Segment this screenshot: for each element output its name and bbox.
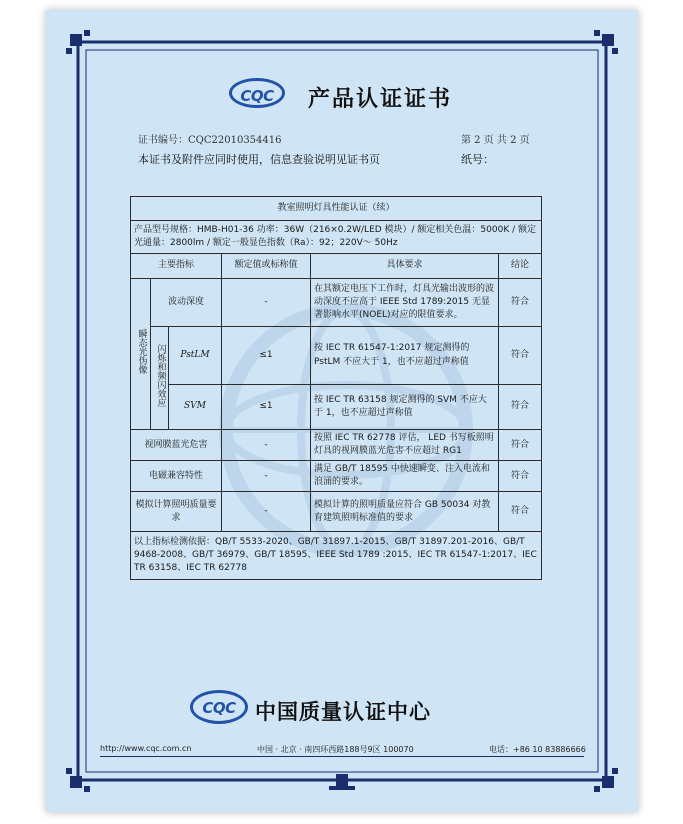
row-simulation-rated: - — [222, 492, 311, 532]
flicker-group-label — [131, 279, 151, 430]
row-svm-rated: ≤1 — [222, 385, 311, 430]
row-pst-rated: ≤1 — [222, 327, 311, 385]
row-fluctuation-rated: - — [222, 279, 311, 327]
row-emc-name: 电磁兼容特性 — [131, 461, 222, 492]
flash-group-label — [151, 327, 169, 430]
cqc-logo-text: CQC — [229, 78, 285, 108]
footer-cqc-logo — [190, 690, 248, 724]
cert-number-value: CQC22010354416 — [188, 135, 282, 146]
flash-group-text: 闪烁和频闪效应 — [155, 343, 166, 407]
phone: 电话：+86 10 83886666 — [489, 745, 586, 754]
row-bluelight-name: 视网膜蓝光危害 — [131, 430, 222, 461]
row-fluctuation-conclusion: 符合 — [499, 279, 542, 327]
col-main-indicator: 主要指标 — [131, 254, 222, 279]
col-conclusion: 结论 — [499, 254, 542, 279]
product-info: 产品型号规格：HMB-H01-36 功率：36W（216×0.2W/LED 模块）/ 额定相关色温：5000K / 额定光通量：2800lm / 额定一般显色指数（Ra）：92；220V～ 50Hz — [131, 221, 542, 254]
row-bluelight-rated: - — [222, 430, 311, 461]
row-svm-name: SVM — [169, 385, 222, 430]
row-simulation-name: 模拟计算照明质量要求 — [131, 492, 222, 532]
website-link[interactable]: http://www.cqc.com.cn — [100, 744, 192, 753]
row-fluctuation-requirement: 在其额定电压下工作时，灯具光输出波形的波动深度不应高于 IEEE Std 1789:2015 无显著影响水平(NOEL)对应的限值要求。 — [311, 279, 499, 327]
cert-number — [138, 131, 282, 146]
row-pst-conclusion: 符合 — [499, 327, 542, 385]
cert-number-label: 证书编号： — [138, 135, 188, 146]
row-simulation-conclusion: 符合 — [499, 492, 542, 532]
col-rated-value: 额定值或标称值 — [222, 254, 311, 279]
row-pst-name: PstLM — [169, 327, 222, 385]
row-emc-rated: - — [222, 461, 311, 492]
table-caption: 教室照明灯具性能认证（续） — [131, 197, 542, 221]
flicker-group-text: 瞬态光伪像 — [136, 328, 147, 374]
footer-logo-text: CQC — [190, 690, 248, 724]
row-svm-conclusion: 符合 — [499, 385, 542, 430]
organization-name: 中国质量认证中心 — [255, 700, 431, 724]
row-bluelight-requirement: 按照 IEC TR 62778 评估， LED 书写板照明灯具的视网膜蓝光危害不应超过 RG1 — [311, 430, 499, 461]
col-requirement: 具体要求 — [311, 254, 499, 279]
row-emc-requirement: 满足 GB/T 18595 中快速瞬变、注入电流和浪涌的要求。 — [311, 461, 499, 492]
row-pst-requirement: 按 IEC TR 61547-1:2017 规定测得的 PstLM 不应大于 1，也不应超过声称值 — [311, 327, 499, 385]
row-bluelight-conclusion: 符合 — [499, 430, 542, 461]
page-number: 第 2 页 共 2 页 — [461, 135, 530, 146]
row-fluctuation-name: 波动深度 — [151, 279, 222, 327]
address: 中国 · 北京 · 南四环西路188号9区 100070 — [257, 745, 414, 754]
row-svm-requirement: 按 IEC TR 63158 规定测得的 SVM 不应大于 1，也不应超过声称值 — [311, 385, 499, 430]
footer-divider — [100, 756, 584, 757]
paper-number-label: 纸号： — [461, 153, 494, 166]
row-simulation-requirement: 模拟计算的照明质量应符合 GB 50034 对教育建筑照明标准值的要求 — [311, 492, 499, 532]
standards-basis: 以上指标检测依据：QB/T 5533-2020、GB/T 31897.1-2015、GB/T 31897.201-2016、GB/T 9468-2008、GB/T 36979、GB/T 18595、IEEE Std 1789 :2015、IEC TR 61547-1:2017、IEC TR 63158、IEC TR 62778 — [131, 532, 542, 580]
certification-table — [130, 196, 542, 580]
page-title: 产品认证证书 — [308, 87, 453, 112]
usage-note: 本证书及附件应同时使用，信息查验说明见证书页 — [138, 153, 380, 166]
row-emc-conclusion: 符合 — [499, 461, 542, 492]
cqc-logo — [229, 78, 285, 108]
